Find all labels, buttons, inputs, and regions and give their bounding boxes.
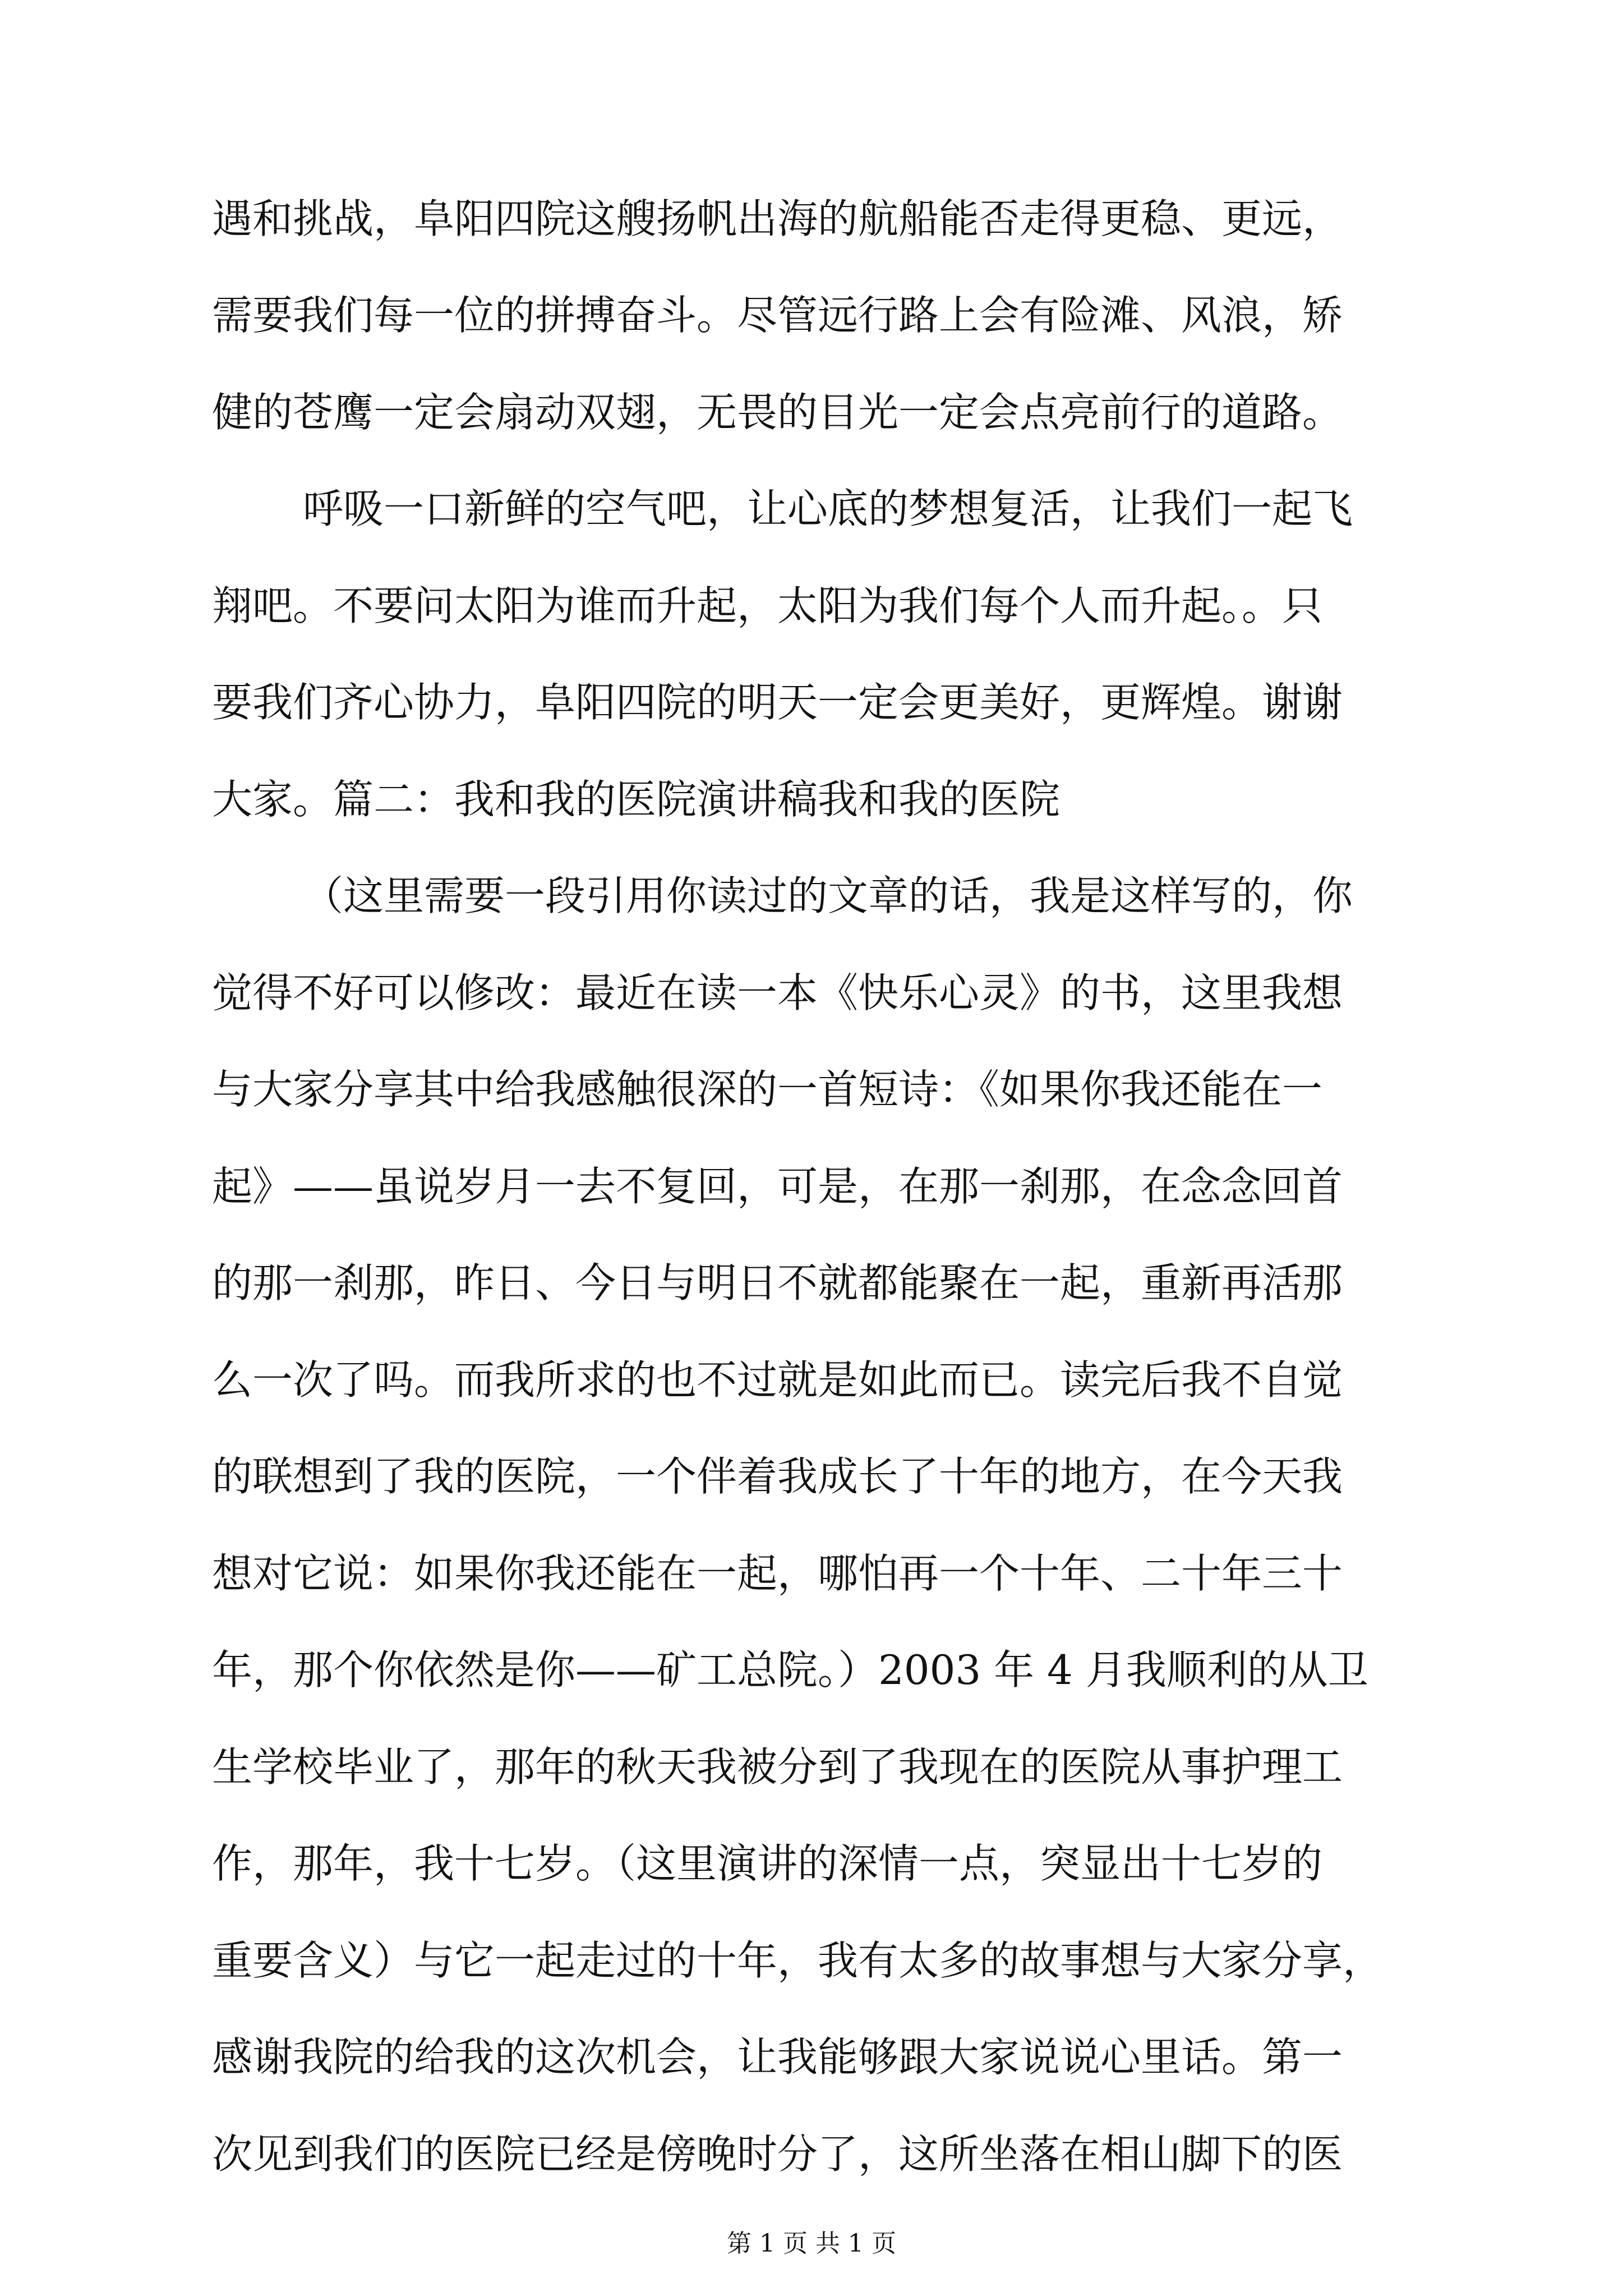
text-line [0, 1736, 1623, 1798]
text-line [0, 478, 1623, 540]
line-text: 遇和挑战，阜阳四院这艘扬帆出海的航船能否走得更稳、更远， [212, 195, 1343, 242]
text-line [0, 381, 1623, 443]
text-line [0, 865, 1623, 927]
line-text: 需要我们每一位的拼搏奋斗。尽管远行路上会有险滩、风浪，矫 [212, 292, 1343, 339]
line-text: 么一次了吗。而我所求的也不过就是如此而已。读完后我不自觉 [212, 1356, 1343, 1404]
page-footer: 第 1 页 共 1 页 [727, 2229, 896, 2258]
line-text: 年，那个你依然是你——矿工总院。）2003 年 4 月我顺利的从卫 [212, 1646, 1368, 1694]
line-text: 大家。篇二：我和我的医院演讲稿我和我的医院 [212, 776, 1061, 823]
text-line [0, 1059, 1623, 1120]
text-line [0, 1156, 1623, 1217]
text-line [0, 188, 1623, 250]
line-text: 要我们齐心协力，阜阳四院的明天一定会更美好，更辉煌。谢谢 [212, 679, 1343, 726]
line-text: 翔吧。不要问太阳为谁而升起，太阳为我们每个人而升起。。只 [212, 582, 1323, 629]
text-line [0, 1833, 1623, 1894]
text-line [0, 1639, 1623, 1701]
text-line [0, 962, 1623, 1024]
text-line [0, 1349, 1623, 1411]
line-text: 作，那年，我十七岁。（这里演讲的深情一点，突显出十七岁的 [212, 1840, 1323, 1887]
text-line [0, 1930, 1623, 1991]
line-text: 的联想到了我的医院，一个伴着我成长了十年的地方，在今天我 [212, 1453, 1343, 1500]
text-line [0, 2123, 1623, 2185]
line-text: 的那一刹那，昨日、今日与明日不就都能聚在一起，重新再活那 [212, 1259, 1343, 1306]
line-text: 呼吸一口新鲜的空气吧，让心底的梦想复活，让我们一起飞 [303, 485, 1353, 532]
line-text: 感谢我院的给我的这次机会，让我能够跟大家说说心里话。第一 [212, 2033, 1343, 2081]
line-text: 与大家分享其中给我感触很深的一首短诗：《如果你我还能在一 [212, 1066, 1323, 1113]
text-line [0, 1252, 1623, 1314]
line-text: 次见到我们的医院已经是傍晚时分了，这所坐落在相山脚下的医 [212, 2131, 1343, 2178]
text-line [0, 575, 1623, 637]
line-text: 重要含义）与它一起走过的十年，我有太多的故事想与大家分享， [212, 1937, 1384, 1984]
line-text: （这里需要一段引用你读过的文章的话，我是这样写的，你 [303, 872, 1353, 919]
line-text: 健的苍鹰一定会扇动双翅，无畏的目光一定会点亮前行的道路。 [212, 389, 1343, 436]
text-line [0, 2026, 1623, 2088]
text-line [0, 769, 1623, 830]
line-text: 起》——虽说岁月一去不复回，可是，在那一刹那，在念念回首 [212, 1163, 1343, 1210]
text-line [0, 1446, 1623, 1507]
text-line [0, 1543, 1623, 1604]
text-line [0, 284, 1623, 346]
line-text: 想对它说：如果你我还能在一起，哪怕再一个十年、二十年三十 [212, 1550, 1343, 1597]
line-text: 生学校毕业了，那年的秋天我被分到了我现在的医院从事护理工 [212, 1743, 1343, 1791]
line-text: 觉得不好可以修改：最近在读一本《快乐心灵》的书，这里我想 [212, 969, 1343, 1016]
text-line [0, 671, 1623, 733]
